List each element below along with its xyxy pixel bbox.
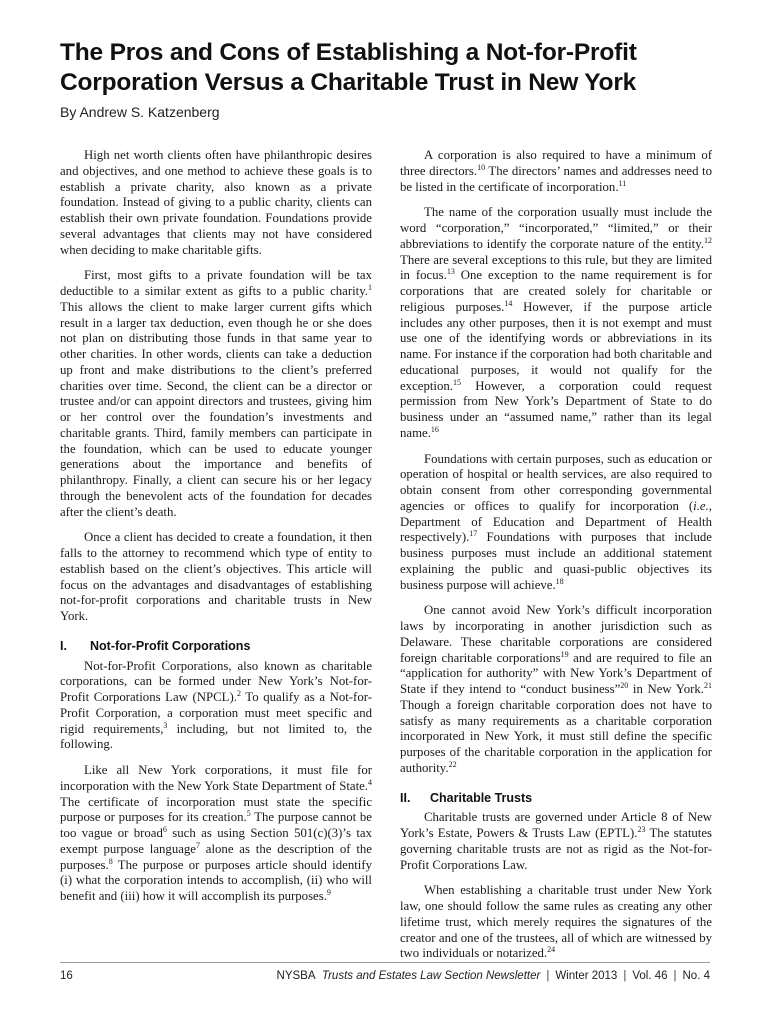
footnote-ref: 17 (469, 529, 478, 539)
footnote-ref: 21 (704, 681, 712, 690)
footnote-ref: 14 (504, 298, 513, 308)
paragraph: First, most gifts to a private foundation will be tax deductible to a similar extent as gifts to a public charity.$^1$ This allows the client to make larger current gifts which result in a larger tax deduction, even though he or she does not plan on distributing those funds in that same year to other charities. In other words, clients can take a deduction up front and make distributions to the client’s preferred charities over time. Second, the client can be a director or trustee and/or can appoint directors and trustees, giving him or her control over the foundation’s investments and charitable grants. Third, family members can participate in the foundation, which can be used to educate younger generations about the importance and benefits of philanthropy. Finally, a client can secure his or her legacy through the benevolent acts of the foundation for decades after the client’s death. (60, 268, 372, 519)
footnote-ref: 8 (108, 856, 113, 866)
footnote-ref: 16 (430, 424, 439, 434)
footnote-ref: 23 (637, 825, 646, 834)
footer-divider (60, 962, 710, 963)
footnote-ref: 13 (446, 267, 455, 277)
paragraph: Not-for-Profit Corporations, also known as charitable corporations, can be formed under New York’s Not-for-Profit Corporations Law (NPCL).$^2$ To qualify as a Not-for-Profit Corporation, a corporation must meet specific and rigid requirements,$^3$ including, but not limited to, the following. (60, 658, 372, 752)
footnote-ref: 3 (163, 720, 168, 730)
footnote-ref: 6 (162, 825, 167, 834)
paragraph: The name of the corporation usually must include the word “corporation,” “incorporated,” “limited,” or their abbreviations to identify the corporate nature of the entity.$^{12}$ There are several exceptions to this rule, but they are limited in focus.$^{13}$ One exception to the name requirement is for corporations that are created solely for charitable or religious purposes.$^{14}$ However, if the purpose article includes any other purposes, then it is not exempt and must use one of the identifying words or abbreviations in its name. For instance if the corporation had both charitable and educational purposes, it would not qualify for the exception.$^{15}$ However, a corporation could request permission from New York’s Department of State to do business under an “assumed name,” rather than its legal name.$^{16}$ (400, 205, 712, 440)
page-number: 16 (60, 970, 73, 982)
paragraph: High net worth clients often have philanthropic desires and objectives, and one method to achieve these goals is to establish a private charity, also known as a private foundation. Instead of giving to a public charity, clients can establish their own private foundation. Foundations provide several advantages that clients may not have considered when deciding to make charitable gifts. (60, 148, 372, 257)
footnote-ref: 2 (236, 689, 241, 698)
footnote-ref: 11 (618, 178, 627, 188)
right-column (400, 148, 712, 972)
byline: By Andrew S. Katzenberg (60, 104, 220, 120)
publication-info: NYSBA Trusts and Estates Law Section Newsletter | Winter 2013 | Vol. 46 | No. 4 (276, 970, 710, 982)
paragraph: One cannot avoid New York’s difficult incorporation laws by incorporating in another jurisdiction such as Delaware. These charitable corporations are considered foreign charitable corporations$^{19}$ and are required to file an “application for authority” with New York’s Department of State if they intend to “conduct business”$^{20}$ in New York.$^{21}$ Though a foreign charitable corporation does not have to satisfy as many requirements as a charitable corporation incorporated in New York, it must still define the specific purposes of the charitable corporation in the application for authority.$^{22}$ (400, 603, 713, 775)
paragraph: Once a client has decided to create a foundation, it then falls to the attorney to recommend which type of entity to establish based on the client’s objectives. This article will focus on the advantages and disadvantages of establishing not-for-profit corporations and charitable trusts in New York. (60, 530, 372, 623)
left-column (60, 148, 372, 915)
footnote-ref: 18 (555, 576, 564, 586)
footnote-ref: 7 (195, 840, 200, 850)
footnote-ref: 1 (368, 283, 372, 292)
footnote-ref: 10 (477, 162, 486, 172)
footnote-ref: 9 (326, 888, 331, 897)
footnote-ref: 15 (452, 377, 461, 387)
title-line-2: Corporation Versus a Charitable Trust in New York (60, 69, 637, 96)
paragraph: Foundations with certain purposes, such as education or operation of hospital or health services, are also required to obtain consent from other corresponding governmental agencies or offices to qualify for incorporation (i.e., Department of Education and Department of Health respectively).$^{17}$ Foundations with purposes that include business purposes must include an additional statement explaining the public and quasi-public objectives its business purpose will achieve.$^{18}$ (400, 451, 712, 592)
footnote-ref: 5 (246, 809, 251, 819)
footnote-ref: 22 (448, 759, 457, 769)
footnote-ref: 24 (547, 945, 556, 955)
paragraph: Like all New York corporations, it must file for incorporation with the New York State Department of State.$^4$ The certificate of incorporation must state the specific purpose or purposes for its creation.$^5$ The purpose cannot be too vague or broad$^6$ such as using Section 501(c)(3)’s tax exempt purpose language$^7$ alone as the description of the purposes.$^8$ The purpose or purposes article should identify (i) what the corporation intends to accomplish, (ii) who will benefit and (iii) how it will accomplish its purposes.$^9$ (60, 763, 372, 903)
section-heading-1: I. Not-for-Profit Corporations (60, 638, 251, 653)
footnote-ref: 12 (704, 235, 712, 245)
section-heading-2: II. Charitable Trusts (400, 790, 533, 805)
paragraph: When establishing a charitable trust under New York law, one should follow the same rules as creating any other lifetime trust, which merely requires the signatures of the creator and one of the trustees, all of which are witnessed by two individuals or notarized.$^{24}$ (400, 883, 712, 961)
title-line-1: The Pros and Cons of Establishing a Not-for-Profit (60, 39, 637, 66)
paragraph: Charitable trusts are governed under Article 8 of New York’s Estate, Powers & Trusts Law (EPTL).$^{23}$ The statutes governing charitable trusts are not as rigid as the Not-for-Profit Corporations Law. (400, 810, 713, 872)
footnote-ref: 4 (368, 777, 372, 787)
footnote-ref: 19 (560, 649, 569, 659)
article-title (60, 38, 720, 98)
footnote-ref: 20 (620, 681, 629, 690)
paragraph: A corporation is also required to have a minimum of three directors.$^{10}$ The directors’ names and addresses need to be listed in the certificate of incorporation.$^{11}$ (400, 148, 712, 194)
